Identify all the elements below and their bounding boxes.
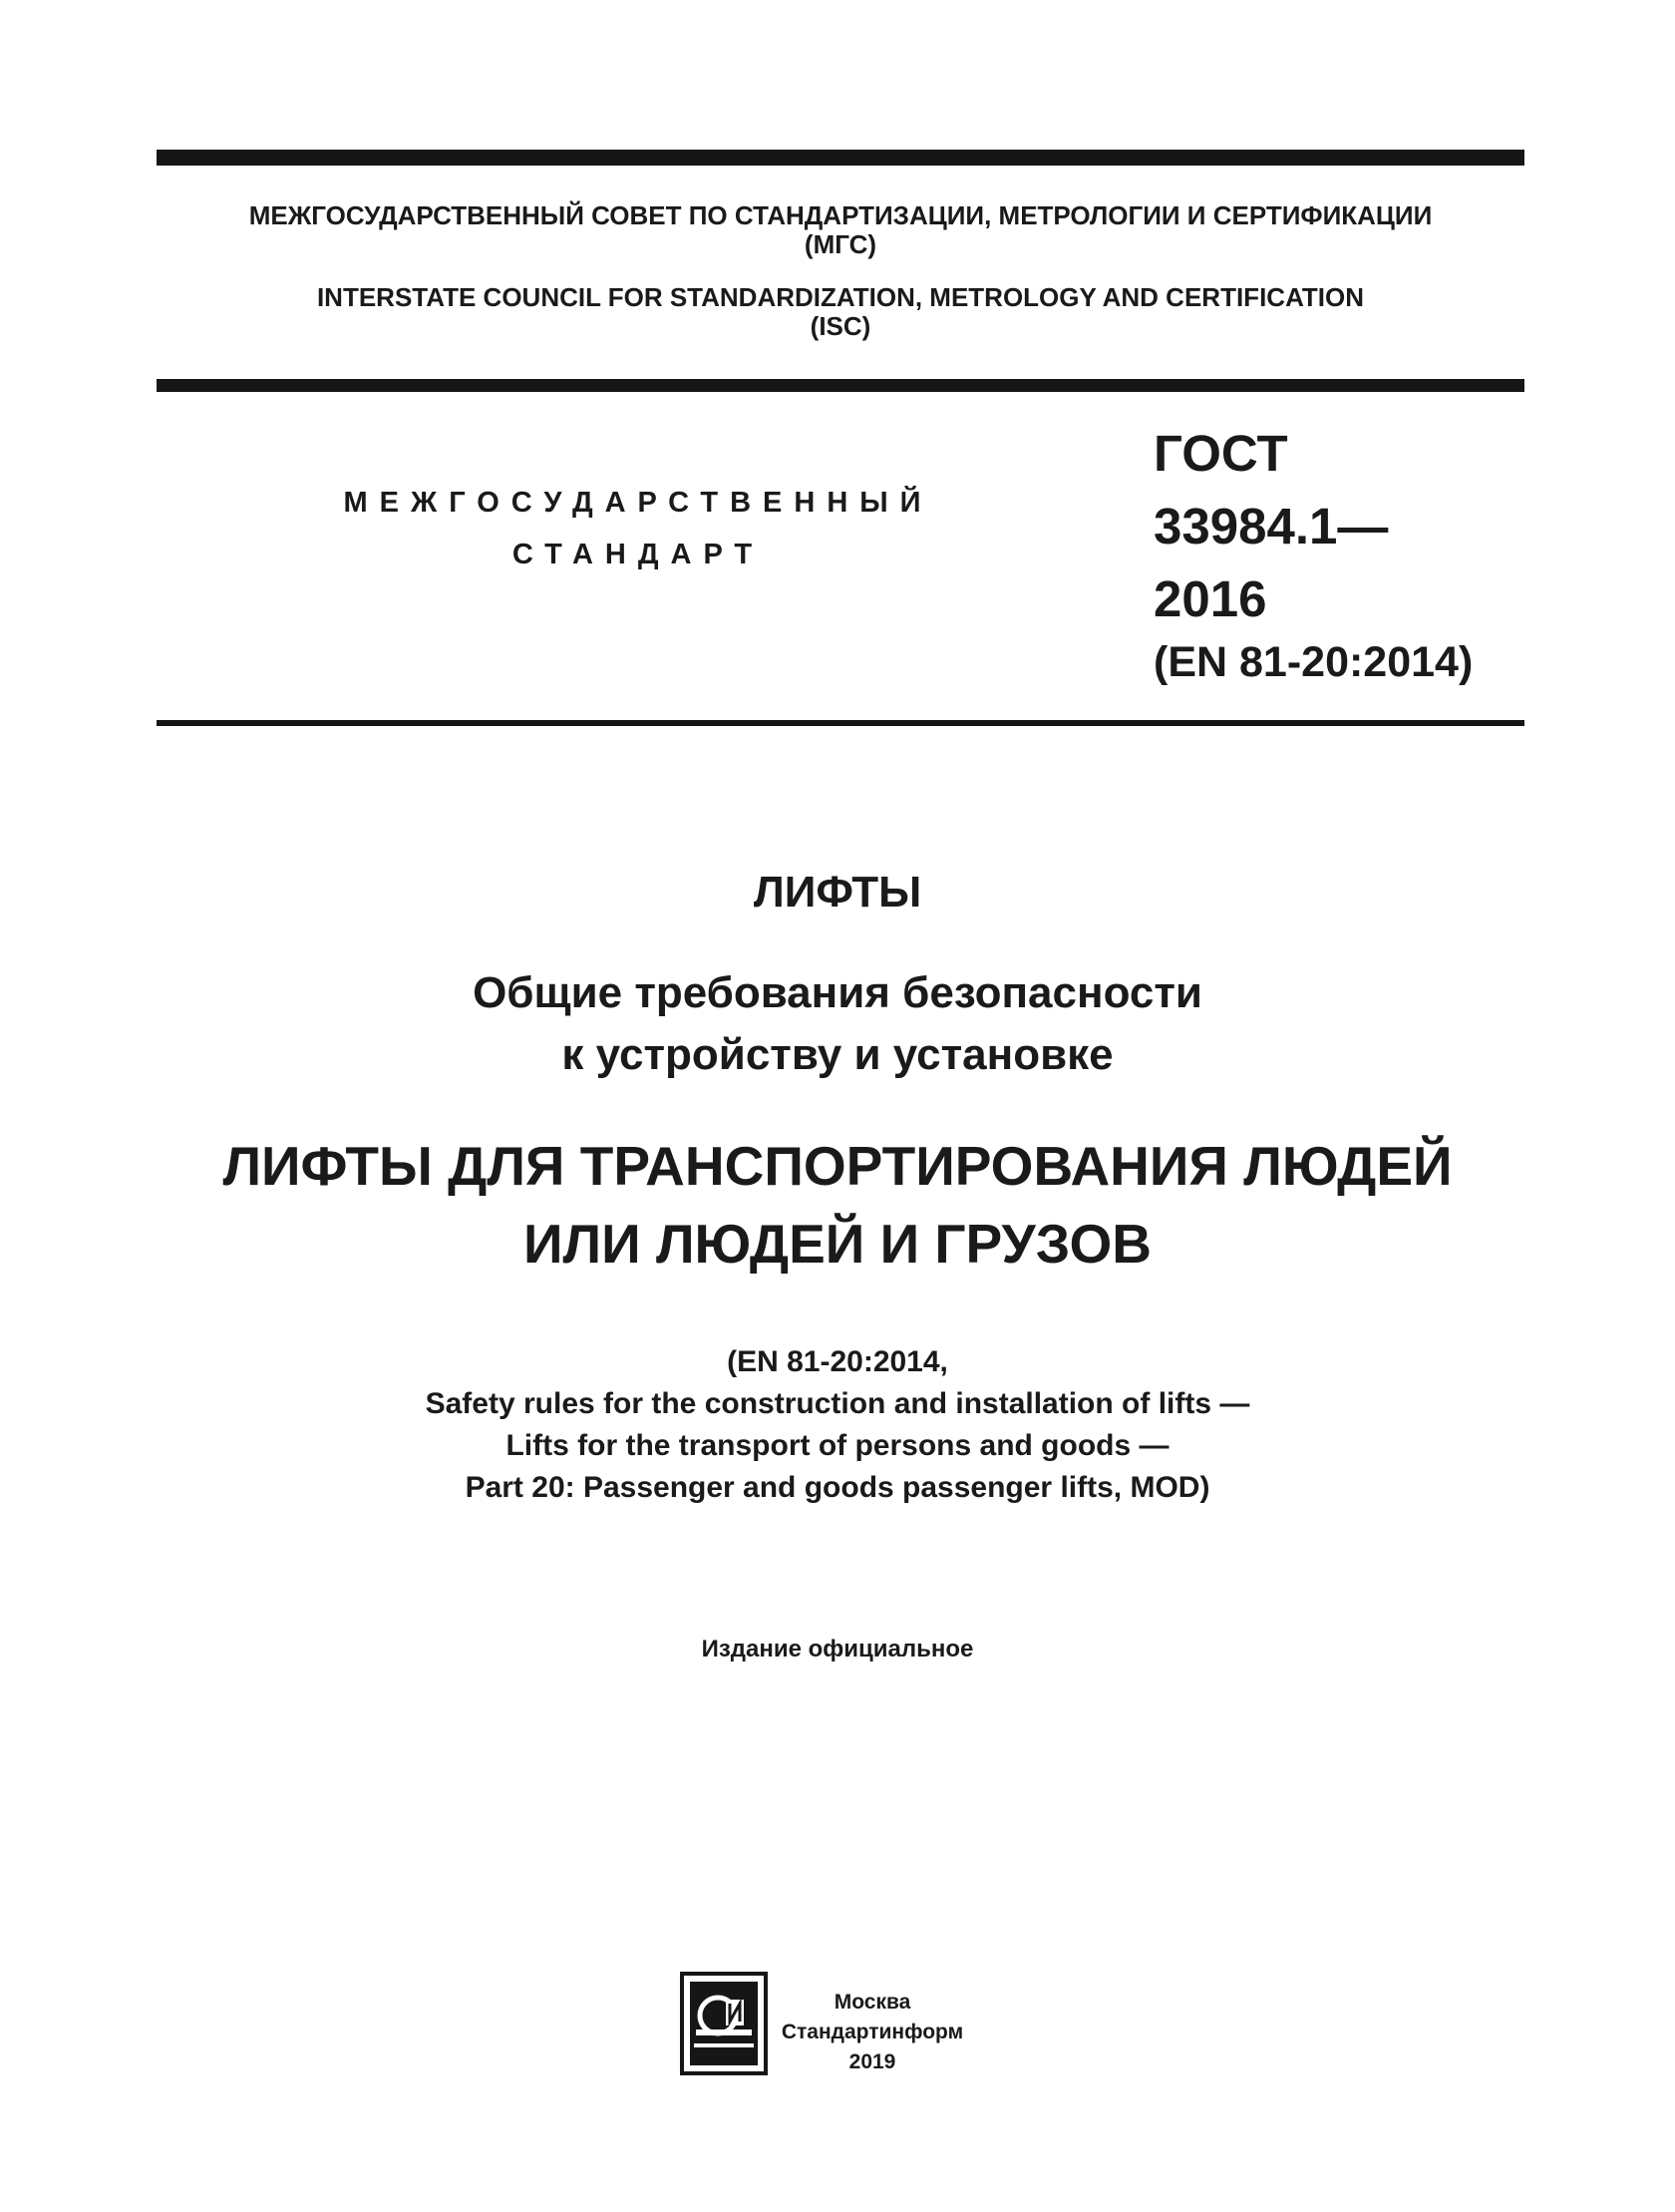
standard-type	[299, 477, 977, 580]
part-title-line2: ИЛИ ЛЮДЕЙ И ГРУЗОВ	[523, 1213, 1152, 1275]
council-en-abbr: (ISC)	[810, 311, 871, 341]
subtitle-line1: Общие требования безопасности	[473, 968, 1202, 1017]
publisher-city: Москва	[834, 1991, 911, 2014]
publisher-year: 2019	[848, 2050, 896, 2073]
middle-rule	[157, 379, 1524, 392]
council-en	[157, 283, 1524, 341]
bottom-rule	[157, 720, 1524, 726]
part-title	[0, 1127, 1675, 1283]
designation-number: 33984.1—	[1154, 498, 1389, 554]
standard-type-line2: СТАНДАРТ	[511, 539, 765, 570]
publisher-name: Стандартинформ	[781, 2021, 964, 2043]
designation-equivalent: (EN 81-20:2014)	[1154, 638, 1474, 686]
council-ru	[157, 201, 1524, 259]
council-en-name: INTERSTATE COUNCIL FOR STANDARDIZATION, METROLOGY AND CERTIFICATION	[316, 282, 1365, 312]
subtitle-line2: к устройству и установке	[561, 1030, 1114, 1079]
standartinform-logo-icon	[678, 1970, 770, 2077]
designation-prefix: ГОСТ	[1154, 425, 1288, 482]
english-ref-line4: Part 20: Passenger and goods passenger lifts, MOD)	[465, 1471, 1210, 1504]
designation-year: 2016	[1154, 570, 1267, 627]
english-ref-line3: Lifts for the transport of persons and goods —	[505, 1429, 1170, 1462]
english-ref-line2: Safety rules for the construction and installation of lifts —	[425, 1387, 1250, 1420]
council-ru-abbr: (МГС)	[804, 229, 877, 259]
edition-note: Издание официальное	[701, 1636, 974, 1662]
main-title: ЛИФТЫ	[753, 868, 922, 917]
council-ru-name: МЕЖГОСУДАРСТВЕННЫЙ СОВЕТ ПО СТАНДАРТИЗАЦИИ, МЕТРОЛОГИИ И СЕРТИФИКАЦИИ	[248, 200, 1433, 230]
standard-type-line1: МЕЖГОСУДАРСТВЕННЫЙ	[343, 487, 933, 519]
part-title-line1: ЛИФТЫ ДЛЯ ТРАНСПОРТИРОВАНИЯ ЛЮДЕЙ	[222, 1135, 1453, 1197]
top-rule	[157, 150, 1524, 166]
publisher-text	[778, 1988, 967, 2077]
subtitle	[0, 962, 1675, 1086]
english-reference	[0, 1341, 1675, 1509]
english-ref-line1: (EN 81-20:2014,	[727, 1345, 948, 1378]
